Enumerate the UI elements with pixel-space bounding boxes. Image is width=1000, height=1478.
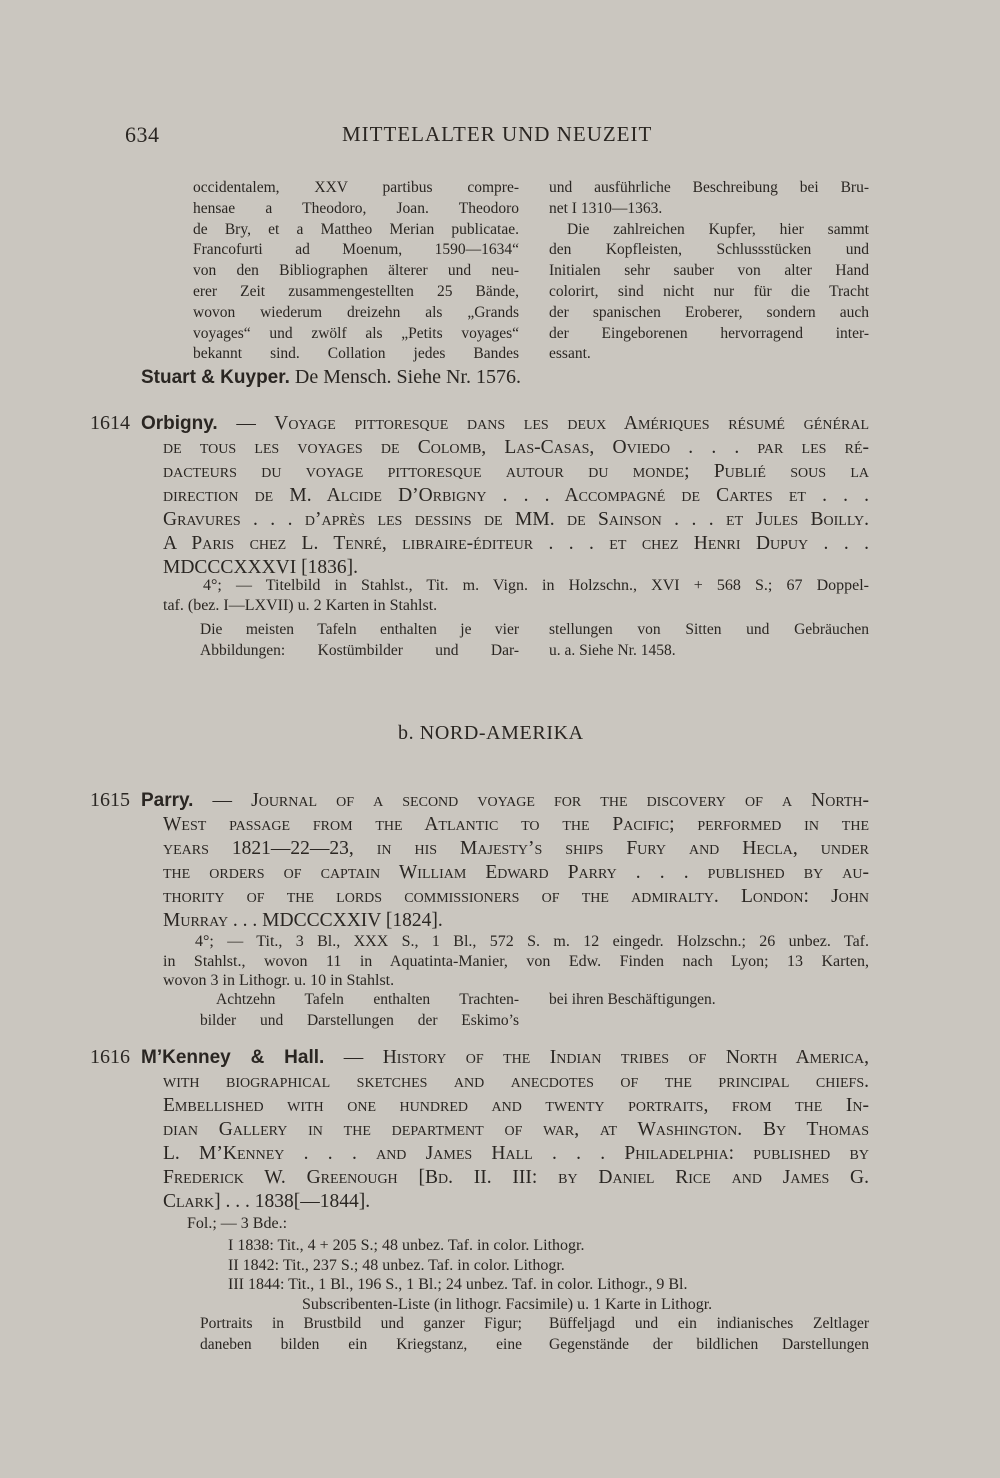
entry-title-continuation [163, 436, 869, 580]
note-right [549, 620, 869, 662]
entry-title-continuation [163, 813, 869, 933]
entry-author: M’Kenney & Hall. [141, 1047, 325, 1068]
volume-line: II 1842: Tit., 237 S.; 48 unbez. Taf. in color. Lithogr. [228, 1256, 565, 1274]
text-line: wovon wiederum dreizehn als „Grands [193, 303, 519, 321]
collation [163, 1214, 869, 1234]
collation-line: 4°; — Titelbild in Stahlst., Tit. m. Vign. in Holzschn., XVI + 568 S.; 67 Doppel- [203, 577, 869, 594]
entry-title [141, 412, 869, 436]
entry-title-continuation [163, 1070, 869, 1214]
entry-title [141, 789, 869, 813]
title-line: de tous les voyages de Colomb, Las-Casas, Oviedo . . . par les ré- [163, 437, 869, 458]
collation-line: in Stahlst., wovon 11 in Aquatinta-Manier, von Edw. Finden nach Lyon; 13 Karten, [163, 952, 869, 970]
title-line: Clark] . . . 1838[—1844]. [163, 1191, 371, 1212]
title-line: Frederick W. Greenough [Bd. II. III: by Daniel Rice and James G. [163, 1167, 869, 1188]
section-heading: b. NORD-AMERIKA [398, 722, 584, 744]
title-line: the orders of captain William Edward Parry . . . published by au- [163, 862, 869, 883]
text-line: und ausführliche Beschreibung bei Bru- [549, 179, 869, 196]
note-line: Gegenstände der bildlichen Darstellungen [549, 1335, 869, 1353]
collation [163, 576, 869, 615]
text-line: essant. [549, 345, 591, 363]
collation-line: wovon 3 in Lithogr. u. 10 in Stahlst. [163, 972, 395, 989]
cross-reference [141, 366, 521, 389]
entry-number: 1614 [90, 412, 130, 434]
title-line: Embellished with one hundred and twenty portraits, from the In- [163, 1095, 869, 1116]
title-line: L. M’Kenney . . . and James Hall . . . Philadelphia: published by [163, 1143, 869, 1164]
note-left [200, 1314, 522, 1356]
text-line: bekannt sind. Collation jedes Bandes [193, 345, 519, 363]
note-left [200, 990, 519, 1032]
note-line: Die meisten Tafeln enthalten je vier [200, 621, 519, 638]
cross-reference-name: Stuart & Kuyper. [141, 367, 290, 388]
text-line: Initialen sehr sauber von alter Hand [549, 262, 869, 280]
note-line: bei ihren Beschäftigungen. [549, 991, 716, 1008]
title-line: dacteurs du voyage pittoresque autour du monde; Publié sous la [163, 461, 869, 482]
note-line: Büffeljagd und ein indianisches Zeltlager [549, 1315, 869, 1332]
note-line: Abbildungen: Kostümbilder und Dar- [200, 641, 519, 659]
cross-reference-text: De Mensch. Siehe Nr. 1576. [294, 366, 521, 388]
title-line: Murray . . . MDCCCXXIV [1824]. [163, 910, 443, 931]
note-line: daneben bilden ein Kriegstanz, eine [200, 1335, 522, 1353]
note-line: bilder und Darstellungen der Eskimo’s [200, 1011, 519, 1029]
entry-author: Parry. [141, 790, 194, 811]
entry-number: 1615 [90, 789, 130, 811]
volume-list [228, 1236, 712, 1314]
entry-author: Orbigny. [141, 413, 218, 434]
text-line: colorirt, sind nicht nur für die Tracht [549, 282, 869, 300]
volume-line: I 1838: Tit., 4 + 205 S.; 48 unbez. Taf. in color. Lithogr. [228, 1237, 585, 1254]
text-line: occidentalem, XXV partibus compre- [193, 179, 519, 196]
text-line: de Bry, et a Mattheo Merian publicatae. [193, 220, 519, 238]
text-line: Francofurti ad Moenum, 1590—1634“ [193, 241, 519, 259]
text-line: erer Zeit zusammengestellten 25 Bände, [193, 282, 519, 300]
intro-right-column [549, 178, 869, 365]
title-line: with biographical sketches and anecdotes of the principal chiefs. [163, 1071, 869, 1092]
title-line: West passage from the Atlantic to the Pacific; performed in the [163, 814, 869, 835]
collation-line: taf. (bez. I—LXVII) u. 2 Karten in Stahlst. [163, 596, 438, 614]
note-line: u. a. Siehe Nr. 1458. [549, 641, 676, 659]
text-line: net I 1310—1363. [549, 199, 663, 217]
note-right [549, 1314, 869, 1356]
text-line: von den Bibliographen älterer und neu- [193, 262, 519, 280]
collation-line: Fol.; — 3 Bde.: [187, 1215, 288, 1232]
entry-title [141, 1046, 869, 1070]
volume-line: Subscribenten-Liste (in lithogr. Facsimile) u. 1 Karte in Lithogr. [302, 1295, 713, 1313]
running-title: MITTELALTER UND NEUZEIT [342, 122, 653, 146]
text-line: Die zahlreichen Kupfer, hier sammt [567, 220, 869, 238]
title-line: years 1821—22—23, in his Majesty’s ships Fury and Hecla, under [163, 838, 869, 859]
note-line: Portraits in Brustbild und ganzer Figur; [200, 1315, 522, 1332]
page-number: 634 [125, 122, 160, 147]
title-line: — Journal of a second voyage for the discovery of a North- [193, 790, 869, 811]
title-line: direction de M. Alcide D’Orbigny . . . Accompagné de Cartes et . . . [163, 485, 869, 506]
entry-number: 1616 [90, 1046, 130, 1068]
title-line: thority of the lords commissioners of the admiralty. London: John [163, 886, 869, 907]
collation-line: 4°; — Tit., 3 Bl., XXX S., 1 Bl., 572 S. m. 12 eingedr. Holzschn.; 26 unbez. Taf. [195, 933, 869, 950]
note-line: Achtzehn Tafeln enthalten Trachten- [216, 991, 519, 1008]
text-line: der Eingeborenen hervorragend inter- [549, 324, 869, 342]
note-line: stellungen von Sitten und Gebräuchen [549, 621, 869, 638]
note-right [549, 990, 869, 1011]
collation [163, 932, 869, 991]
title-line: MDCCCXXXVI [1836]. [163, 557, 358, 578]
volume-line: III 1844: Tit., 1 Bl., 196 S., 1 Bl.; 24 unbez. Taf. in color. Lithogr., 9 Bl. [228, 1276, 688, 1293]
title-line: — History of the Indian tribes of North America, [324, 1047, 869, 1068]
title-line: dian Gallery in the department of war, at Washington. By Thomas [163, 1119, 869, 1140]
text-line: hensae a Theodoro, Joan. Theodoro [193, 199, 519, 217]
text-line: voyages“ und zwölf als „Petits voyages“ [193, 324, 519, 342]
text-line: der spanischen Eroberer, sondern auch [549, 303, 869, 321]
note-left [200, 620, 519, 662]
title-line: A Paris chez L. Tenré, libraire-éditeur . . . et chez Henri Dupuy . . . [163, 533, 869, 554]
title-line: Gravures . . . d’après les dessins de MM. de Sainson . . . et Jules Boilly. [163, 509, 869, 530]
title-line: — Voyage pittoresque dans les deux Amériques résumé général [217, 413, 869, 434]
intro-left-column [193, 178, 519, 365]
text-line: den Kopfleisten, Schlussstücken und [549, 241, 869, 259]
